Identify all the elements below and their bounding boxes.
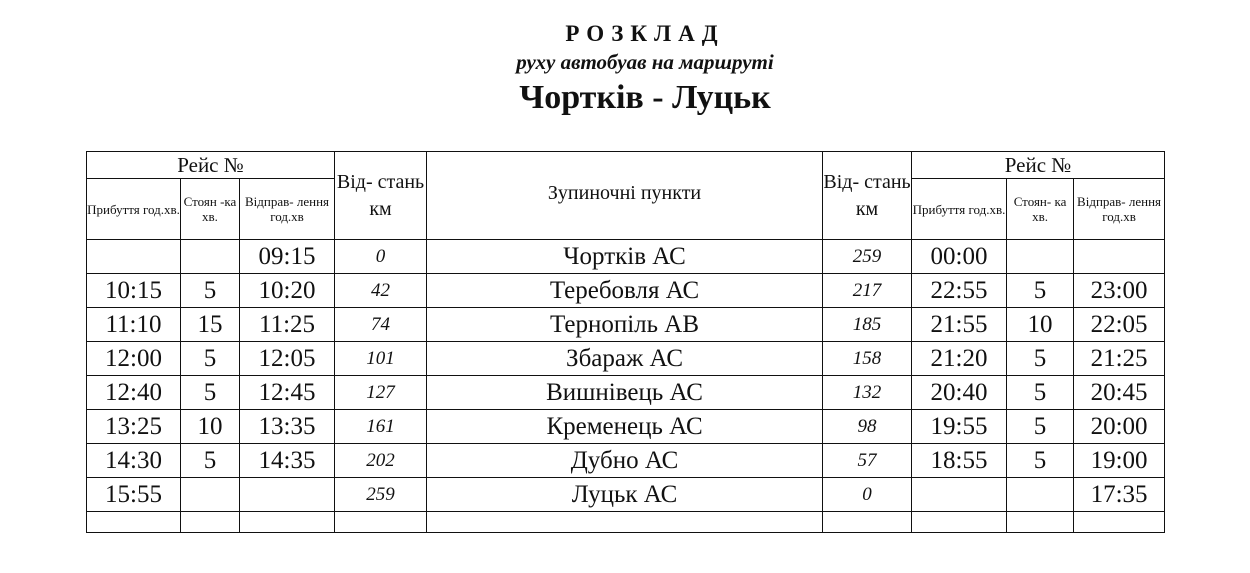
stop-right-cell: 5 <box>1007 410 1074 444</box>
arrival-right-header: Прибуття год.хв. <box>912 179 1007 240</box>
stop-left-cell: 5 <box>181 342 240 376</box>
trip-number-right-header: Рейс № <box>912 152 1165 179</box>
arrival-right-cell: 21:55 <box>912 308 1007 342</box>
departure-left-cell: 12:45 <box>240 376 335 410</box>
table-row <box>87 478 1165 512</box>
empty-cell <box>1007 512 1074 533</box>
table-row <box>87 308 1165 342</box>
empty-cell <box>1074 512 1165 533</box>
distance-left-header: Від- стань км <box>335 152 427 240</box>
stop-left-header: Стоян -ка хв. <box>181 179 240 240</box>
distance-right-cell: 158 <box>823 342 912 376</box>
departure-right-header: Відправ- лення год.хв <box>1074 179 1165 240</box>
table-row <box>87 240 1165 274</box>
stop-right-cell: 10 <box>1007 308 1074 342</box>
arrival-left-cell: 10:15 <box>87 274 181 308</box>
distance-left-cell: 101 <box>335 342 427 376</box>
distance-left-cell: 42 <box>335 274 427 308</box>
arrival-left-cell: 12:00 <box>87 342 181 376</box>
departure-right-cell: 20:00 <box>1074 410 1165 444</box>
table-row <box>87 274 1165 308</box>
stop-name-cell: Дубно АС <box>427 444 823 478</box>
stop-name-cell: Чортків АС <box>427 240 823 274</box>
arrival-right-cell: 18:55 <box>912 444 1007 478</box>
departure-right-cell: 19:00 <box>1074 444 1165 478</box>
distance-right-cell: 0 <box>823 478 912 512</box>
arrival-left-cell <box>87 240 181 274</box>
arrival-right-cell <box>912 478 1007 512</box>
stop-right-cell <box>1007 240 1074 274</box>
arrival-right-cell: 22:55 <box>912 274 1007 308</box>
distance-right-cell: 217 <box>823 274 912 308</box>
empty-cell <box>335 512 427 533</box>
empty-cell <box>823 512 912 533</box>
arrival-left-cell: 15:55 <box>87 478 181 512</box>
departure-left-cell: 14:35 <box>240 444 335 478</box>
stop-left-cell: 15 <box>181 308 240 342</box>
stop-name-cell: Теребовля АС <box>427 274 823 308</box>
arrival-left-cell: 12:40 <box>87 376 181 410</box>
route-name: Чортків - Луцьк <box>519 79 771 116</box>
arrival-left-cell: 13:25 <box>87 410 181 444</box>
stop-name-cell: Збараж АС <box>427 342 823 376</box>
distance-left-cell: 202 <box>335 444 427 478</box>
distance-left-cell: 127 <box>335 376 427 410</box>
schedule-rows <box>87 240 1165 512</box>
stop-right-cell: 5 <box>1007 376 1074 410</box>
stop-name-cell: Кременець АС <box>427 410 823 444</box>
doc-title: РОЗКЛАД <box>565 21 725 46</box>
distance-right-cell: 132 <box>823 376 912 410</box>
distance-left-cell: 259 <box>335 478 427 512</box>
stop-left-cell: 10 <box>181 410 240 444</box>
table-row <box>87 342 1165 376</box>
arrival-right-cell: 00:00 <box>912 240 1007 274</box>
stop-name-cell: Вишнівець АС <box>427 376 823 410</box>
table-row <box>87 410 1165 444</box>
stop-left-cell: 5 <box>181 376 240 410</box>
empty-cell <box>181 512 240 533</box>
stop-left-cell: 5 <box>181 274 240 308</box>
departure-right-cell: 17:35 <box>1074 478 1165 512</box>
empty-cell <box>240 512 335 533</box>
departure-right-cell <box>1074 240 1165 274</box>
distance-right-cell: 98 <box>823 410 912 444</box>
departure-right-cell: 23:00 <box>1074 274 1165 308</box>
distance-right-header: Від- стань км <box>823 152 912 240</box>
stop-name-cell: Луцьк АС <box>427 478 823 512</box>
arrival-left-cell: 11:10 <box>87 308 181 342</box>
distance-right-cell: 57 <box>823 444 912 478</box>
table-row <box>87 444 1165 478</box>
stop-right-cell: 5 <box>1007 274 1074 308</box>
trip-number-left-header: Рейс № <box>87 152 335 179</box>
departure-right-cell: 20:45 <box>1074 376 1165 410</box>
document-header <box>0 18 1250 122</box>
distance-left-cell: 0 <box>335 240 427 274</box>
stop-right-cell: 5 <box>1007 342 1074 376</box>
departure-left-cell: 11:25 <box>240 308 335 342</box>
departure-left-cell: 13:35 <box>240 410 335 444</box>
arrival-right-cell: 20:40 <box>912 376 1007 410</box>
departure-right-cell: 22:05 <box>1074 308 1165 342</box>
stop-right-cell <box>1007 478 1074 512</box>
arrival-right-cell: 19:55 <box>912 410 1007 444</box>
header-row-groups <box>87 152 1165 179</box>
stop-left-cell: 5 <box>181 444 240 478</box>
schedule-table <box>86 151 1165 533</box>
stop-left-cell <box>181 240 240 274</box>
stop-name-cell: Тернопіль АВ <box>427 308 823 342</box>
empty-cell <box>87 512 181 533</box>
empty-row <box>87 512 1165 533</box>
table-row <box>87 376 1165 410</box>
doc-subtitle: руху автобуав на маршруті <box>516 50 774 74</box>
arrival-left-cell: 14:30 <box>87 444 181 478</box>
arrival-left-header: Прибуття год.хв. <box>87 179 181 240</box>
distance-left-cell: 74 <box>335 308 427 342</box>
distance-right-cell: 259 <box>823 240 912 274</box>
departure-left-cell: 12:05 <box>240 342 335 376</box>
stops-header: Зупиночні пункти <box>427 152 823 240</box>
stop-right-header: Стоян- ка хв. <box>1007 179 1074 240</box>
empty-cell <box>427 512 823 533</box>
departure-left-cell: 10:20 <box>240 274 335 308</box>
distance-right-cell: 185 <box>823 308 912 342</box>
empty-cell <box>912 512 1007 533</box>
departure-left-cell: 09:15 <box>240 240 335 274</box>
departure-right-cell: 21:25 <box>1074 342 1165 376</box>
departure-left-header: Відправ- лення год.хв <box>240 179 335 240</box>
arrival-right-cell: 21:20 <box>912 342 1007 376</box>
distance-left-cell: 161 <box>335 410 427 444</box>
stop-right-cell: 5 <box>1007 444 1074 478</box>
departure-left-cell <box>240 478 335 512</box>
stop-left-cell <box>181 478 240 512</box>
